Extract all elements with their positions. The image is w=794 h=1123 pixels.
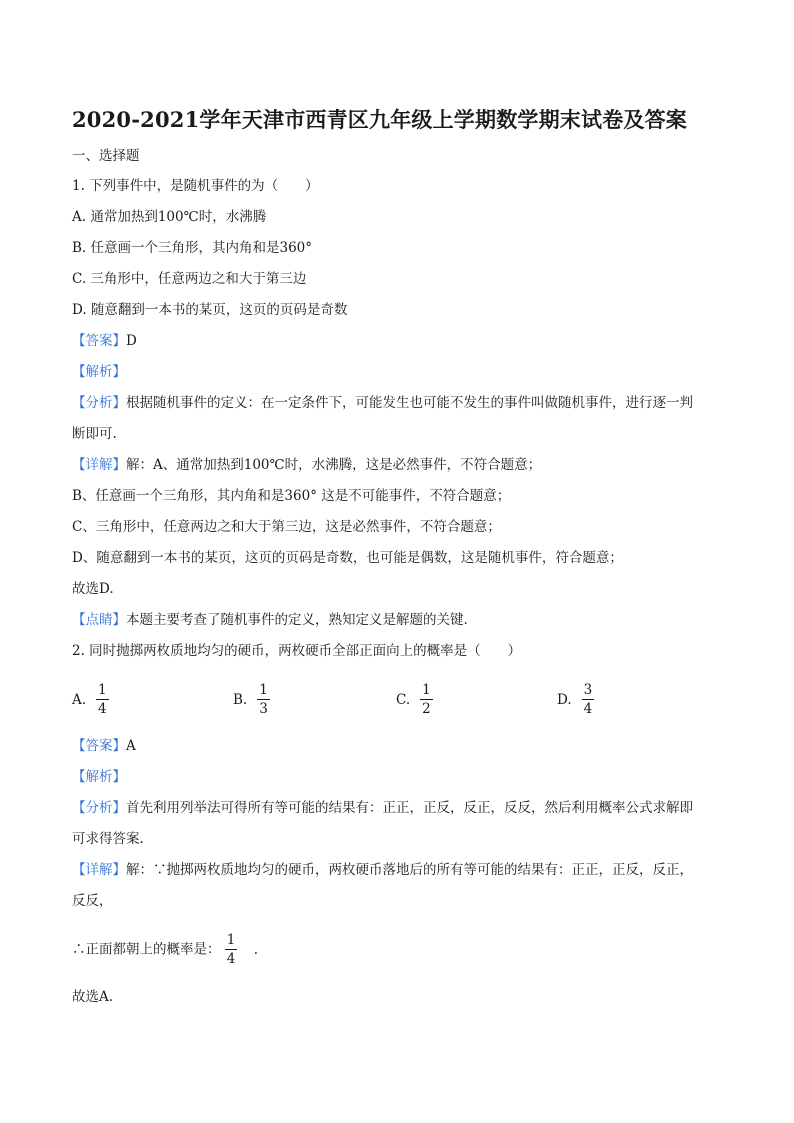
fraction-numerator: 1 (422, 682, 431, 698)
analysis-tag: 【解析】 (72, 364, 126, 380)
page-title: 2020-2021学年天津市西青区九年级上学期数学期末试卷及答案 (72, 107, 688, 132)
probability-prefix: ∴正面都朝上的概率是： (72, 941, 221, 958)
answer-value: D (126, 333, 137, 349)
fraction (582, 681, 595, 718)
question-2-answer (72, 736, 136, 756)
question-2-option-b (233, 681, 270, 718)
fraction-denominator: 3 (259, 701, 268, 717)
answer-tag: 【答案】 (72, 738, 126, 754)
question-1-option-a: A. 通常加热到100℃时，水沸腾 (72, 209, 267, 225)
answer-tag: 【答案】 (72, 333, 126, 349)
fenxi-tag: 【分析】 (72, 395, 126, 411)
question-1-dianjing (72, 610, 468, 630)
dianjing-tag: 【点睛】 (72, 612, 126, 628)
dianjing-text: 本题主要考查了随机事件的定义，熟知定义是解题的关键. (126, 612, 468, 628)
option-label: D. (557, 691, 572, 708)
question-2-fenxi (72, 798, 693, 818)
question-2-xiangjie (72, 860, 693, 880)
fenxi-text: 首先利用列举法可得所有等可能的结果有：正正，正反，反正，反反，然后利用概率公式求解即 (126, 800, 693, 816)
fraction-numerator: 1 (226, 932, 236, 948)
question-2-xiangjie-continued: 反反， (72, 893, 113, 909)
xiangjie-tag: 【详解】 (72, 862, 126, 878)
fraction-denominator: 2 (422, 701, 431, 717)
question-2-option-d (557, 681, 594, 718)
fraction-denominator: 4 (583, 701, 593, 717)
option-label: C. (396, 691, 411, 708)
answer-value: A (126, 738, 136, 754)
question-1-xiangjie-b: B、任意画一个三角形，其内角和是360° 这是不可能事件，不符合题意； (72, 488, 511, 504)
probability-suffix: . (253, 941, 258, 958)
question-2-stem: 2. 同时抛掷两枚质地均匀的硬币，两枚硬币全部正面向上的概率是（ ） (72, 643, 522, 659)
fenxi-text: 根据随机事件的定义：在一定条件下，可能发生也可能不发生的事件叫做随机事件，进行逐一判 (126, 395, 693, 411)
question-1-stem: 1. 下列事件中，是随机事件的为（ ） (72, 178, 319, 194)
question-1-option-d: D. 随意翻到一本书的某页，这页的页码是奇数 (72, 302, 348, 318)
fraction (420, 681, 433, 718)
fraction-numerator: 1 (259, 682, 268, 698)
fenxi-tag: 【分析】 (72, 800, 126, 816)
probability-fraction (225, 931, 238, 968)
section-heading: 一、选择题 (72, 148, 140, 164)
xiangjie-text: 解：A、通常加热到100℃时，水沸腾，这是必然事件，不符合题意； (126, 457, 542, 473)
fraction-denominator: 4 (98, 701, 107, 717)
question-1-option-c: C. 三角形中，任意两边之和大于第三边 (72, 271, 307, 287)
question-1-xiangjie-c: C、三角形中，任意两边之和大于第三边，这是必然事件，不符合题意； (72, 519, 501, 535)
xiangjie-text: 解：∵抛掷两枚质地均匀的硬币，两枚硬币落地后的所有等可能的结果有：正正，正反，反正， (126, 862, 693, 878)
option-label: B. (233, 691, 248, 708)
question-2-fenxi-continued: 可求得答案. (72, 831, 144, 847)
fraction-denominator: 4 (226, 951, 236, 967)
question-1-xiangjie-d: D、随意翻到一本书的某页，这页的页码是奇数，也可能是偶数，这是随机事件，符合题意； (72, 550, 623, 566)
question-1-conclusion: 故选D. (72, 581, 114, 597)
xiangjie-tag: 【详解】 (72, 457, 126, 473)
question-1-fenxi (72, 393, 693, 413)
question-2-option-a (72, 681, 109, 718)
question-1-analysis-tag (72, 362, 126, 382)
question-2-probability (72, 930, 258, 969)
question-1-answer (72, 331, 137, 351)
analysis-tag: 【解析】 (72, 769, 126, 785)
question-2-analysis-tag (72, 767, 126, 787)
fraction (257, 681, 270, 718)
question-1-xiangjie (72, 455, 541, 475)
option-label: A. (72, 691, 87, 708)
fraction-numerator: 3 (583, 682, 593, 698)
question-2-conclusion: 故选A. (72, 989, 114, 1005)
question-1-fenxi-continued: 断即可. (72, 426, 117, 442)
fraction (96, 681, 109, 718)
question-1-option-b: B. 任意画一个三角形，其内角和是360° (72, 240, 313, 256)
question-2-option-c (396, 681, 433, 718)
fraction-numerator: 1 (98, 682, 107, 698)
